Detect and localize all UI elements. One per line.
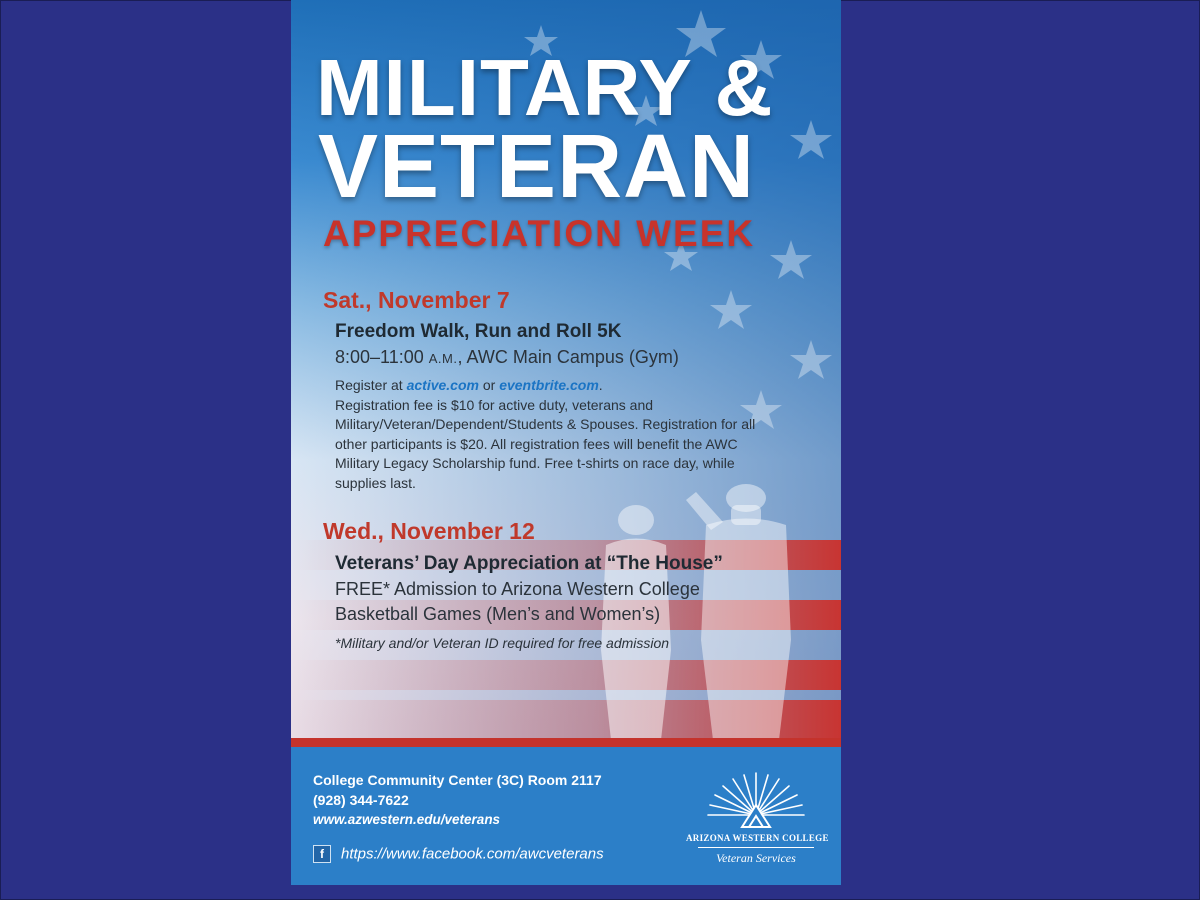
- register-end: .: [598, 377, 603, 393]
- event-poster: [291, 0, 841, 885]
- phone: (928) 344-7622: [313, 792, 409, 808]
- logo-college-name: ARIZONA WESTERN COLLEGE: [686, 833, 829, 843]
- event-1-time: [335, 347, 679, 368]
- event-1-title: Freedom Walk, Run and Roll 5K: [335, 321, 622, 342]
- title-line-1: MILITARY &: [316, 43, 774, 132]
- logo-department: Veteran Services: [716, 851, 796, 865]
- poster-content: [291, 0, 841, 740]
- facebook-icon: f: [313, 845, 331, 863]
- eventbrite-link[interactable]: eventbrite.com: [499, 377, 599, 393]
- event-1-time-rest: , AWC Main Campus (Gym): [457, 347, 679, 367]
- event-2-title: Veterans’ Day Appreciation at “The House”: [335, 553, 723, 574]
- register-line: [335, 376, 775, 396]
- website-link[interactable]: www.azwestern.edu/veterans: [313, 812, 501, 827]
- event-2-line-2: Basketball Games (Men’s and Women’s): [335, 604, 661, 624]
- college-logo: [686, 769, 829, 869]
- facebook-row[interactable]: [313, 845, 604, 865]
- event-1-time-ampm: A.M.: [428, 351, 458, 366]
- poster-footer: [291, 747, 841, 885]
- id-requirement-note: *Military and/or Veteran ID required for free admission: [335, 635, 670, 651]
- location: College Community Center (3C) Room 2117: [313, 772, 602, 788]
- subtitle: APPRECIATION WEEK: [323, 213, 756, 254]
- facebook-link[interactable]: https://www.facebook.com/awcveterans: [341, 845, 604, 863]
- registration-details: Registration fee is $10 for active duty, veterans and Military/Veteran/Dependent/Students & Spouses. Registration for all other participants is $20. All registration fees will benefit the AWC Military Legacy Scholarship fund. Free t-shirts on race day, while supplies last.: [335, 396, 756, 491]
- active-link[interactable]: active.com: [406, 377, 479, 393]
- logo-divider: [698, 847, 814, 848]
- event-1-details: [335, 376, 775, 493]
- title-line-2: VETERAN: [318, 117, 756, 217]
- footer-divider: [291, 738, 841, 747]
- event-1-time-start: 8:00–11:00: [335, 347, 429, 367]
- event-2-date: Wed., November 12: [323, 518, 535, 544]
- sunburst-icon: [686, 769, 826, 833]
- register-prefix: Register at: [335, 377, 407, 393]
- event-1-date: Sat., November 7: [323, 287, 510, 313]
- event-2-line-1: FREE* Admission to Arizona Western College: [335, 579, 700, 599]
- register-or: or: [478, 377, 500, 393]
